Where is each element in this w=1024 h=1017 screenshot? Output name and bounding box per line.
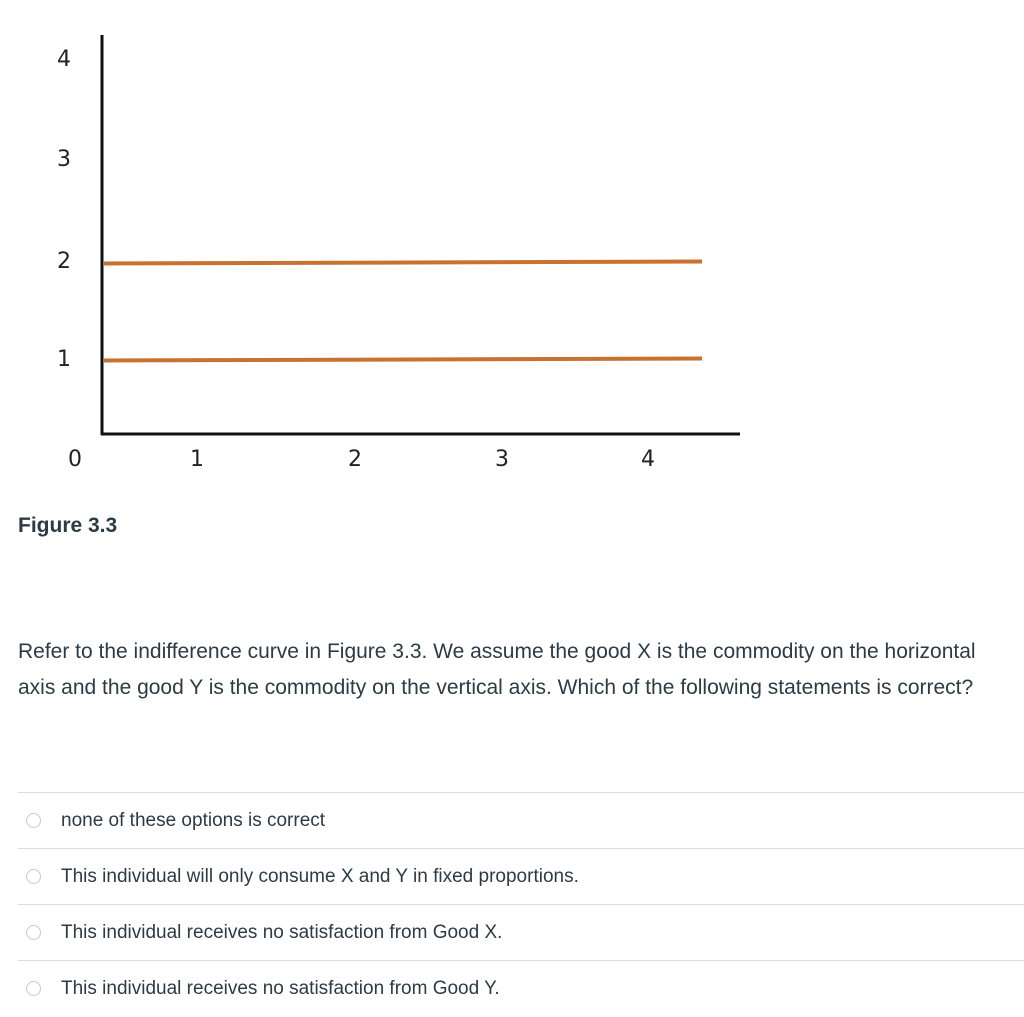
- answer-label: This individual will only consume X and Y in fixed proportions.: [61, 865, 579, 887]
- y-tick-label: 1: [57, 347, 71, 372]
- x-tick-label: 0: [68, 447, 82, 472]
- indifference-curve-1: [104, 359, 702, 361]
- answer-label: none of these options is correct: [61, 809, 326, 831]
- radio-button[interactable]: [26, 869, 41, 884]
- radio-button[interactable]: [26, 925, 41, 940]
- indifference-curve-2: [104, 262, 702, 264]
- x-tick-label: 3: [495, 447, 509, 472]
- question-text: Refer to the indifference curve in Figure 3.3. We assume the good X is the commodity on the horizontal axis and the good Y is the commodity on the vertical axis. Which of the following statements is correct?: [18, 640, 976, 699]
- x-tick-label: 2: [348, 447, 362, 472]
- radio-button[interactable]: [26, 981, 41, 996]
- answer-option[interactable]: [18, 792, 1024, 848]
- x-tick-label: 4: [641, 447, 655, 472]
- answer-option[interactable]: [18, 960, 1024, 1016]
- answer-option[interactable]: [18, 904, 1024, 960]
- x-tick-label: 1: [190, 447, 204, 472]
- figure-caption: Figure 3.3: [18, 514, 118, 537]
- radio-button[interactable]: [26, 813, 41, 828]
- indifference-chart: [0, 0, 760, 480]
- y-tick-label: 2: [57, 249, 71, 274]
- answer-label: This individual receives no satisfaction from Good X.: [61, 921, 503, 943]
- answer-label: This individual receives no satisfaction from Good Y.: [61, 977, 500, 999]
- y-tick-label: 3: [57, 147, 71, 172]
- y-tick-label: 4: [57, 47, 71, 72]
- answer-list: [18, 792, 1024, 1016]
- answer-option[interactable]: [18, 848, 1024, 904]
